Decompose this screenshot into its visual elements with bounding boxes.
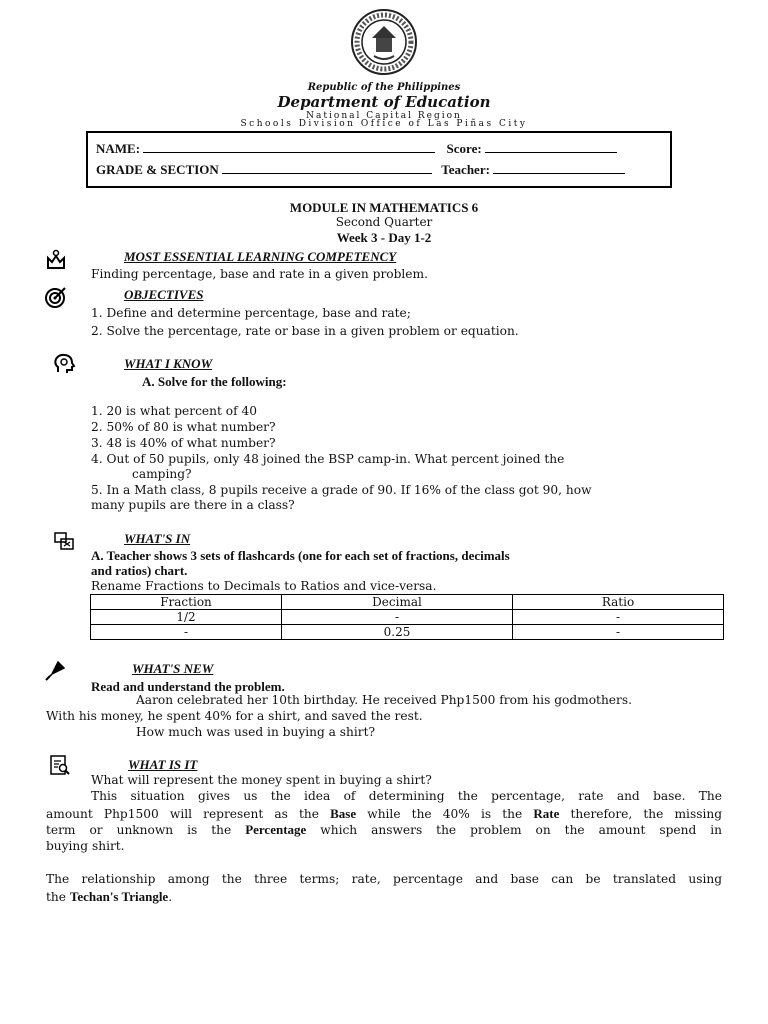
header-ratio: Ratio — [513, 595, 724, 610]
table-cell: - — [513, 625, 724, 640]
region-text: National Capital Region — [306, 111, 462, 121]
keyword-percentage: Percentage — [245, 822, 307, 837]
name-field[interactable] — [143, 141, 435, 153]
what-i-know-heading: WHAT I KNOW — [124, 356, 213, 371]
division-text: Schools Division Office of Las Piñas City — [240, 119, 528, 129]
whats-in-heading: WHAT'S IN — [124, 531, 191, 546]
rename-instruction: Rename Fractions to Decimals to Ratios and vice-versa. — [91, 579, 437, 593]
department-text: Department of Education — [277, 93, 491, 111]
problem-line-3: How much was used in buying a shirt? — [136, 725, 376, 739]
table-cell: - — [91, 625, 282, 640]
competency-icon — [44, 248, 68, 272]
problem-line-1: Aaron celebrated her 10th birthday. He received Php1500 from his godmothers. — [136, 693, 632, 707]
question-3: 3. 48 is 40% of what number? — [91, 436, 276, 450]
deped-seal-logo — [350, 8, 418, 76]
question-2: 2. 50% of 80 is what number? — [91, 420, 276, 434]
table-row — [91, 625, 724, 640]
question-5-cont: many pupils are there in a class? — [91, 498, 295, 512]
what-i-know-instruction: A. Solve for the following: — [142, 374, 287, 389]
score-field[interactable] — [485, 141, 617, 153]
relationship-line: The relationship among the three terms; rate, percentage and base can be translated using — [46, 872, 722, 886]
whats-new-instruction: Read and understand the problem. — [91, 679, 285, 694]
megaphone-icon — [44, 658, 68, 682]
table-cell: 0.25 — [282, 625, 513, 640]
module-title: MODULE IN MATHEMATICS 6 — [289, 200, 479, 215]
grade-section-field[interactable] — [222, 162, 432, 174]
name-row — [96, 141, 617, 157]
table-cell: 1/2 — [91, 610, 282, 625]
keyword-techans-triangle: Techan's Triangle — [69, 888, 169, 904]
explanation-line: term or unknown is the Percentage which answers the problem on the amount spend in — [46, 822, 722, 837]
melc-text: Finding percentage, base and rate in a given problem. — [91, 267, 428, 281]
whats-in-instruction-1: A. Teacher shows 3 sets of flashcards (one for each set of fractions, decimals — [91, 548, 510, 563]
flashcards-icon — [52, 528, 76, 552]
problem-line-2: With his money, he spent 40% for a shirt, and saved the rest. — [46, 709, 423, 723]
header-fraction: Fraction — [91, 595, 282, 610]
grade-section-label: GRADE & SECTION — [96, 162, 219, 177]
conversion-table — [90, 594, 724, 640]
target-icon — [44, 285, 68, 309]
table-header-row — [91, 595, 724, 610]
explanation-line: This situation gives us the idea of determining the percentage, rate and base. The — [91, 789, 722, 803]
question-5: 5. In a Math class, 8 pupils receive a grade of 90. If 16% of the class got 90, how — [91, 483, 592, 497]
thinking-head-icon — [52, 352, 76, 376]
objective-item-1: 1. Define and determine percentage, base and rate; — [91, 306, 411, 320]
relationship-paragraph — [46, 872, 722, 905]
question-1: 1. 20 is what percent of 40 — [91, 404, 257, 418]
explanation-line: buying shirt. — [46, 838, 125, 853]
teacher-label: Teacher: — [441, 162, 490, 177]
melc-heading: MOST ESSENTIAL LEARNING COMPETENCY — [124, 249, 397, 264]
what-is-it-heading: WHAT IS IT — [128, 757, 198, 772]
table-cell: - — [513, 610, 724, 625]
student-info-box — [86, 131, 672, 188]
table-cell: - — [282, 610, 513, 625]
module-week: Week 3 - Day 1-2 — [336, 230, 432, 245]
table-row — [91, 610, 724, 625]
keyword-rate: Rate — [533, 805, 560, 821]
module-quarter: Second Quarter — [335, 215, 433, 229]
relationship-line: the Techan's Triangle. — [46, 888, 173, 904]
question-4: 4. Out of 50 pupils, only 48 joined the BSP camp-in. What percent joined the — [91, 452, 565, 466]
document-search-icon — [48, 753, 72, 777]
grade-row — [96, 162, 625, 178]
keyword-base: Base — [330, 805, 357, 821]
explanation-paragraph — [46, 789, 722, 855]
header-decimal: Decimal — [282, 595, 513, 610]
republic-text: Republic of the Philippines — [307, 82, 461, 93]
whats-new-heading: WHAT'S NEW — [132, 661, 214, 676]
score-label: Score: — [446, 141, 482, 156]
name-label: NAME: — [96, 141, 141, 156]
objectives-heading: OBJECTIVES — [124, 287, 204, 302]
whats-in-instruction-2: and ratios) chart. — [91, 563, 188, 578]
teacher-field[interactable] — [493, 162, 625, 174]
objective-item-2: 2. Solve the percentage, rate or base in a given problem or equation. — [91, 324, 519, 338]
explanation-line: amount Php1500 will represent as the Base while the 40% is the Rate therefore, the missing — [46, 805, 722, 821]
question-4-cont: camping? — [132, 467, 192, 481]
what-is-it-question: What will represent the money spent in buying a shirt? — [91, 773, 432, 787]
